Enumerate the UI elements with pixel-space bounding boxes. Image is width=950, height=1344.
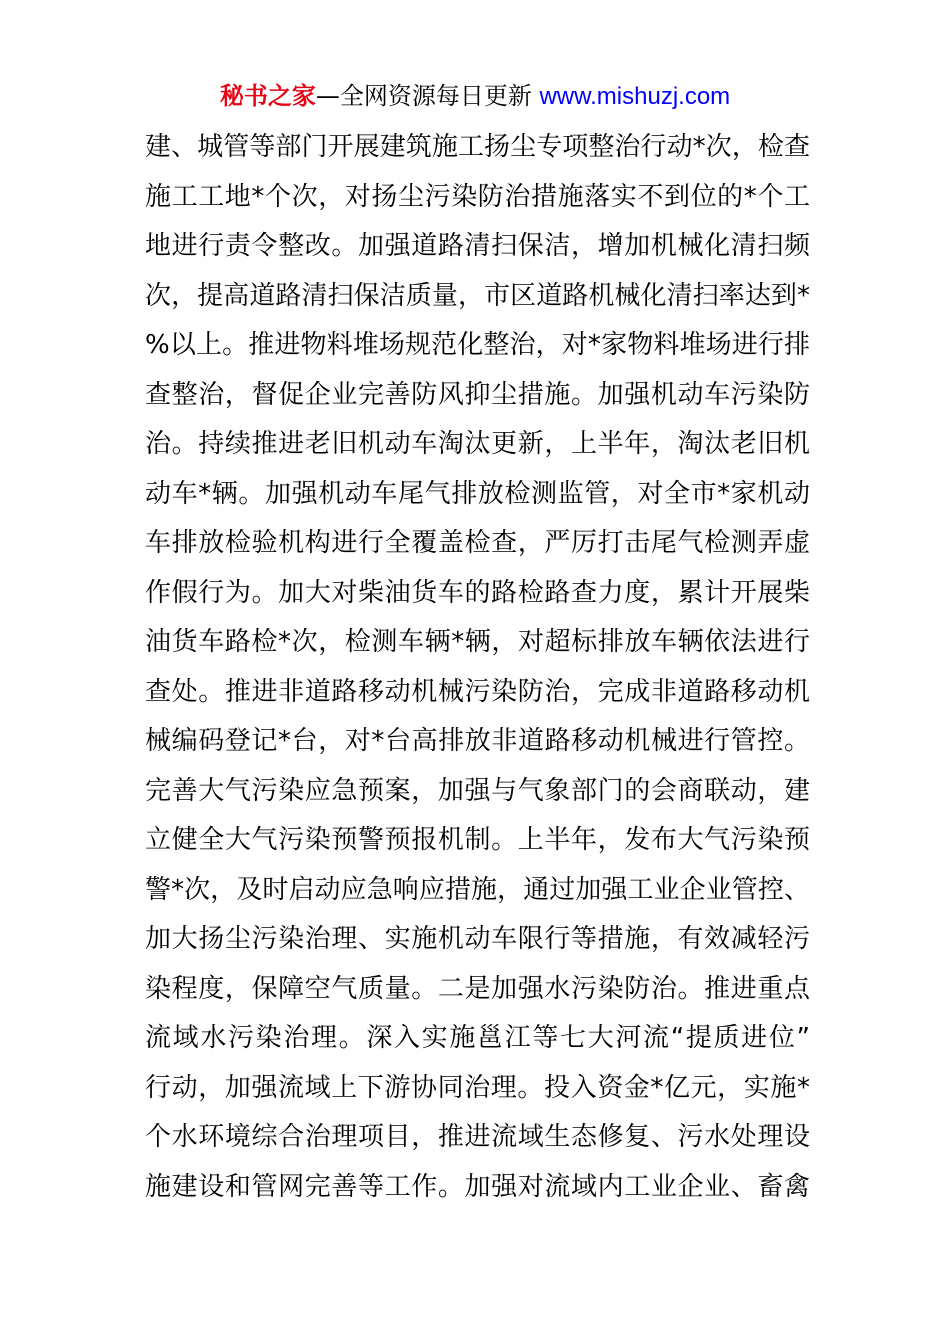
- site-url-link[interactable]: www.mishuzj.com: [539, 83, 731, 110]
- text-line: 完善大气污染应急预案，加强与气象部门的会商联动，建: [145, 775, 810, 806]
- text-line: 施工工地*个次，对扬尘污染防治措施落实不到位的*个工: [145, 181, 810, 212]
- text-line: 车排放检验机构进行全覆盖检查，严厉打击尾气检测弄虚: [145, 528, 810, 558]
- text-line: 建、城管等部门开展建筑施工扬尘专项整治行动*次，检查: [145, 132, 810, 162]
- site-header: [0, 80, 950, 113]
- document-body: [145, 123, 810, 1212]
- text-line: 施建设和管网完善等工作。加强对流域内工业企业、畜禽: [145, 1171, 810, 1202]
- brand-name: 秘书之家: [219, 82, 316, 110]
- text-line: 查整治，督促企业完善防风抑尘措施。加强机动车污染防: [145, 379, 810, 410]
- text-line: 次，提高道路清扫保洁质量，市区道路机械化清扫率达到*: [145, 280, 810, 311]
- text-line: 作假行为。加大对柴油货车的路检路查力度，累计开展柴: [145, 577, 810, 608]
- text-line: 个水环境综合治理项目，推进流域生态修复、污水处理设: [145, 1122, 810, 1152]
- text-line: 染程度，保障空气质量。二是加强水污染防治。推进重点: [145, 973, 810, 1004]
- text-line: 行动，加强流域上下游协同治理。投入资金*亿元，实施*: [145, 1072, 810, 1103]
- text-line: 流域水污染治理。深入实施邕江等七大河流“提质进位”: [145, 1023, 810, 1053]
- text-line: 动车*辆。加强机动车尾气排放检测监管，对全市*家机动: [145, 478, 810, 509]
- text-line: 加大扬尘污染治理、实施机动车限行等措施，有效减轻污: [145, 924, 810, 954]
- text-line: 地进行责令整改。加强道路清扫保洁，增加机械化清扫频: [145, 231, 810, 261]
- text-line: 械编码登记*台，对*台高排放非道路移动机械进行管控。: [145, 726, 810, 756]
- header-tagline: —全网资源每日更新: [315, 82, 532, 110]
- text-line: 治。持续推进老旧机动车淘汰更新，上半年，淘汰老旧机: [145, 429, 810, 459]
- text-line: 警*次，及时启动应急响应措施，通过加强工业企业管控、: [145, 874, 810, 905]
- text-line: 立健全大气污染预警预报机制。上半年，发布大气污染预: [145, 825, 810, 855]
- text-line: 查处。推进非道路移动机械污染防治，完成非道路移动机: [145, 676, 810, 707]
- text-line: %以上。推进物料堆场规范化整治，对*家物料堆场进行排: [145, 330, 810, 360]
- text-line: 油货车路检*次，检测车辆*辆，对超标排放车辆依法进行: [145, 627, 810, 657]
